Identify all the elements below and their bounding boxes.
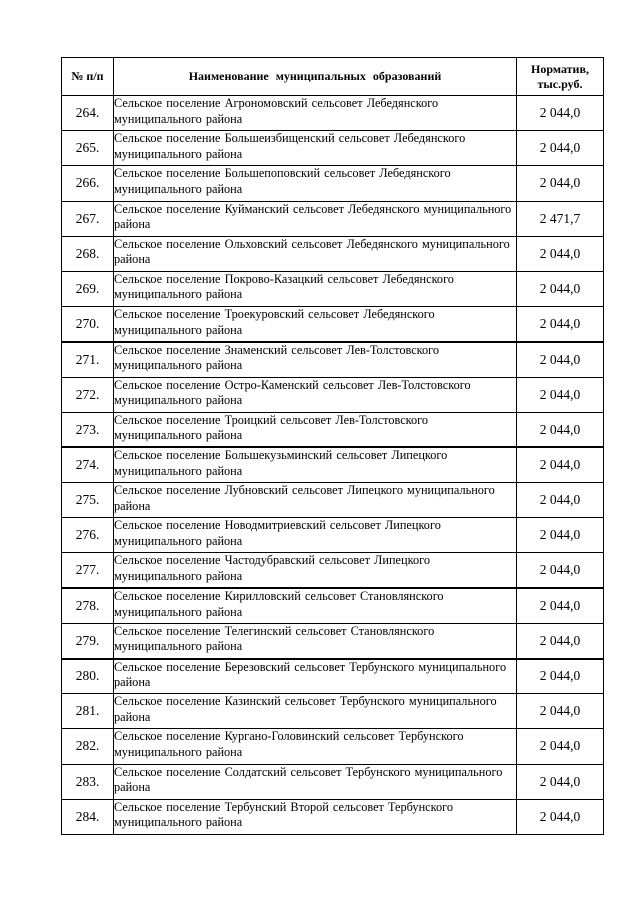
row-number: 264. — [62, 96, 114, 131]
row-value: 2 044,0 — [517, 483, 604, 518]
row-number: 284. — [62, 799, 114, 834]
row-name: Сельское поселение Ольховский сельсовет Лебедянского муниципального района — [114, 236, 517, 271]
row-number: 272. — [62, 377, 114, 412]
row-name: Сельское поселение Солдатский сельсовет Тербунского муниципального района — [114, 764, 517, 799]
row-number: 283. — [62, 764, 114, 799]
row-name: Сельское поселение Покрово-Казацкий сельсовет Лебедянского муниципального района — [114, 271, 517, 306]
row-value: 2 044,0 — [517, 694, 604, 729]
row-name: Сельское поселение Кирилловский сельсовет Становлянского муниципального района — [114, 588, 517, 623]
row-name: Сельское поселение Березовский сельсовет Тербунского муниципального района — [114, 659, 517, 694]
table-row — [62, 694, 604, 729]
row-number: 277. — [62, 553, 114, 588]
table-row — [62, 799, 604, 834]
row-name: Сельское поселение Новодмитриевский сельсовет Липецкого муниципального района — [114, 518, 517, 553]
row-value: 2 044,0 — [517, 412, 604, 447]
row-name: Сельское поселение Лубновский сельсовет Липецкого муниципального района — [114, 483, 517, 518]
row-number: 278. — [62, 588, 114, 623]
row-number: 267. — [62, 201, 114, 236]
row-value: 2 044,0 — [517, 271, 604, 306]
table-row — [62, 166, 604, 201]
row-value: 2 044,0 — [517, 236, 604, 271]
table-row — [62, 553, 604, 588]
row-number: 274. — [62, 447, 114, 482]
row-value: 2 044,0 — [517, 518, 604, 553]
row-number: 275. — [62, 483, 114, 518]
table-row — [62, 131, 604, 166]
row-name: Сельское поселение Частодубравский сельсовет Липецкого муниципального района — [114, 553, 517, 588]
header-value-line1: Норматив, — [531, 61, 589, 76]
table-row — [62, 236, 604, 271]
row-value: 2 044,0 — [517, 623, 604, 658]
row-value: 2 044,0 — [517, 659, 604, 694]
row-name: Сельское поселение Троицкий сельсовет Лев-Толстовского муниципального района — [114, 412, 517, 447]
row-name: Сельское поселение Остро-Каменский сельсовет Лев-Толстовского муниципального района — [114, 377, 517, 412]
row-value: 2 044,0 — [517, 588, 604, 623]
row-name: Сельское поселение Большепоповский сельсовет Лебедянского муниципального района — [114, 166, 517, 201]
row-name: Сельское поселение Знаменский сельсовет Лев-Толстовского муниципального района — [114, 342, 517, 377]
table-row — [62, 623, 604, 658]
row-number: 265. — [62, 131, 114, 166]
header-value-line2: тыс.руб. — [537, 76, 583, 91]
row-number: 271. — [62, 342, 114, 377]
table-row — [62, 96, 604, 131]
row-number: 279. — [62, 623, 114, 658]
row-name: Сельское поселение Куйманский сельсовет Лебедянского муниципального района — [114, 201, 517, 236]
row-value: 2 044,0 — [517, 131, 604, 166]
row-name: Сельское поселение Тербунский Второй сельсовет Тербунского муниципального района — [114, 799, 517, 834]
row-value: 2 044,0 — [517, 342, 604, 377]
row-name: Сельское поселение Троекуровский сельсовет Лебедянского муниципального района — [114, 307, 517, 342]
table-row — [62, 659, 604, 694]
row-number: 281. — [62, 694, 114, 729]
row-value: 2 044,0 — [517, 166, 604, 201]
row-value: 2 044,0 — [517, 764, 604, 799]
row-value: 2 471,7 — [517, 201, 604, 236]
row-name: Сельское поселение Агрономовский сельсовет Лебедянского муниципального района — [114, 96, 517, 131]
row-number: 268. — [62, 236, 114, 271]
row-number: 280. — [62, 659, 114, 694]
row-name: Сельское поселение Кургано-Головинский сельсовет Тербунского муниципального района — [114, 729, 517, 764]
row-value: 2 044,0 — [517, 729, 604, 764]
table-row — [62, 201, 604, 236]
table-row — [62, 483, 604, 518]
header-value — [517, 58, 604, 96]
table-row — [62, 447, 604, 482]
row-number: 270. — [62, 307, 114, 342]
row-value: 2 044,0 — [517, 553, 604, 588]
table-row — [62, 764, 604, 799]
row-number: 282. — [62, 729, 114, 764]
table-row — [62, 588, 604, 623]
header-name: Наименование муниципальных образований — [114, 58, 517, 96]
table-row — [62, 271, 604, 306]
row-name: Сельское поселение Большеизбищенский сельсовет Лебедянского муниципального района — [114, 131, 517, 166]
row-name: Сельское поселение Большекузьминский сельсовет Липецкого муниципального района — [114, 447, 517, 482]
table-row — [62, 412, 604, 447]
normative-table — [61, 57, 604, 835]
table-header-row — [62, 58, 604, 96]
row-value: 2 044,0 — [517, 447, 604, 482]
row-value: 2 044,0 — [517, 799, 604, 834]
row-value: 2 044,0 — [517, 377, 604, 412]
row-name: Сельское поселение Телегинский сельсовет Становлянского муниципального района — [114, 623, 517, 658]
table-row — [62, 342, 604, 377]
row-value: 2 044,0 — [517, 307, 604, 342]
row-number: 266. — [62, 166, 114, 201]
header-number: № п/п — [62, 58, 114, 96]
row-value: 2 044,0 — [517, 96, 604, 131]
table-row — [62, 307, 604, 342]
row-number: 269. — [62, 271, 114, 306]
row-name: Сельское поселение Казинский сельсовет Тербунского муниципального района — [114, 694, 517, 729]
table-row — [62, 518, 604, 553]
table-row — [62, 729, 604, 764]
row-number: 273. — [62, 412, 114, 447]
row-number: 276. — [62, 518, 114, 553]
table-row — [62, 377, 604, 412]
